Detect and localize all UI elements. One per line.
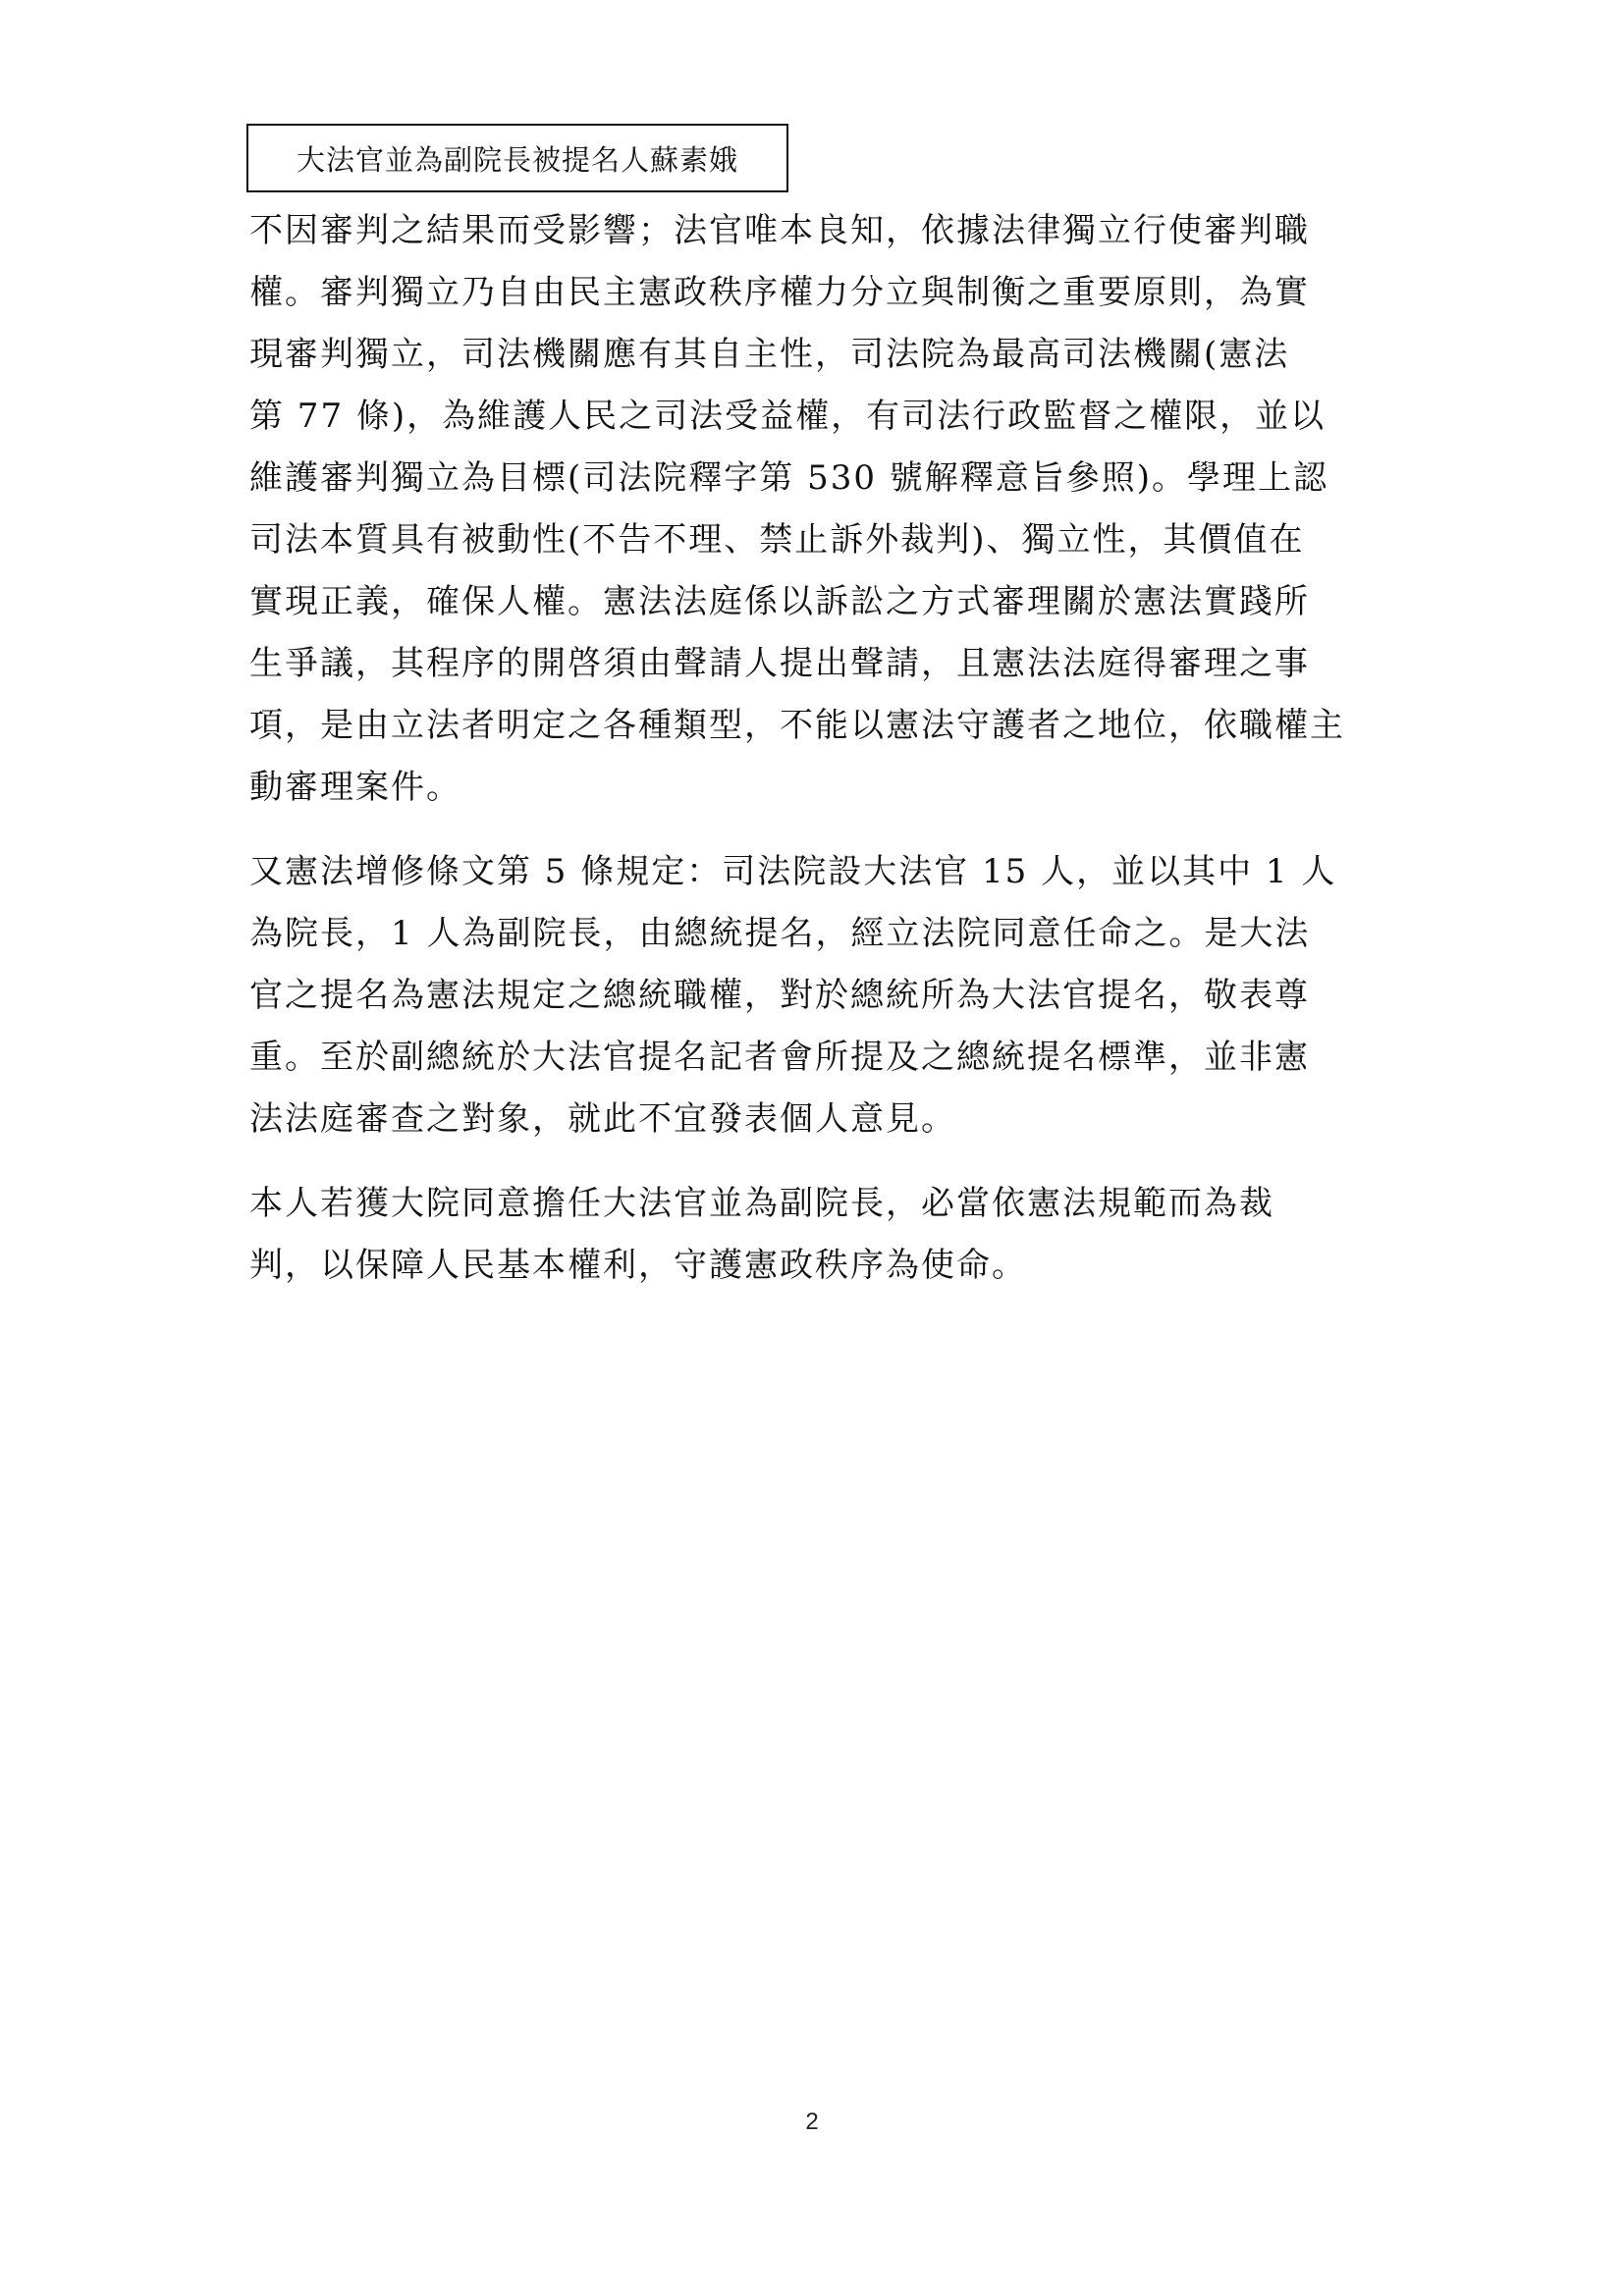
paragraph (249, 1173, 1388, 1297)
text-line: 實現正義，確保人權。憲法法庭係以訴訟之方式審理關於憲法實踐所 (249, 582, 1310, 621)
text-line: 項，是由立法者明定之各種類型，不能以憲法守護者之地位，依職權主 (249, 706, 1345, 745)
paragraph (249, 200, 1388, 819)
document-body (249, 200, 1388, 1297)
text-line: 為院長，1 人為副院長，由總統提名，經立法院同意任命之。是大法 (249, 914, 1311, 953)
text-line: 現審判獨立，司法機關應有其自主性，司法院為最高司法機關(憲法 (249, 335, 1290, 374)
text-line: 又憲法增修條文第 5 條規定：司法院設大法官 15 人，並以其中 1 人 (249, 852, 1337, 891)
text-line: 重。至於副總統於大法官提名記者會所提及之總統提名標準，並非憲 (249, 1038, 1310, 1077)
text-line: 第 77 條)，為維護人民之司法受益權，有司法行政監督之權限，並以 (249, 397, 1326, 436)
text-line: 本人若獲大院同意擔任大法官並為副院長，必當依憲法規範而為裁 (249, 1184, 1274, 1223)
text-line: 法法庭審查之對象，就此不宜發表個人意見。 (249, 1099, 956, 1139)
paragraph (249, 841, 1388, 1150)
text-line: 權。審判獨立乃自由民主憲政秩序權力分立與制衡之重要原則，為實 (249, 273, 1310, 312)
text-line: 判，以保障人民基本權利，守護憲政秩序為使命。 (249, 1246, 1027, 1285)
text-line: 動審理案件。 (249, 768, 461, 807)
nominee-header-title: 大法官並為副院長被提名人蘇素娥 (296, 142, 738, 177)
text-line: 維護審判獨立為目標(司法院釋字第 530 號解釋意旨參照)。學理上認 (249, 458, 1329, 498)
text-line: 司法本質具有被動性(不告不理、禁止訴外裁判)、獨立性，其價值在 (249, 520, 1305, 560)
text-line: 不因審判之結果而受影響；法官唯本良知，依據法律獨立行使審判職 (249, 211, 1310, 250)
page-number: 2 (805, 2109, 819, 2135)
nominee-header-box (246, 124, 788, 192)
paragraph-spacer (249, 819, 1388, 841)
text-line: 官之提名為憲法規定之總統職權，對於總統所為大法官提名，敬表尊 (249, 976, 1310, 1015)
paragraph-spacer (249, 1150, 1388, 1173)
text-line: 生爭議，其程序的開啓須由聲請人提出聲請，且憲法法庭得審理之事 (249, 644, 1310, 683)
